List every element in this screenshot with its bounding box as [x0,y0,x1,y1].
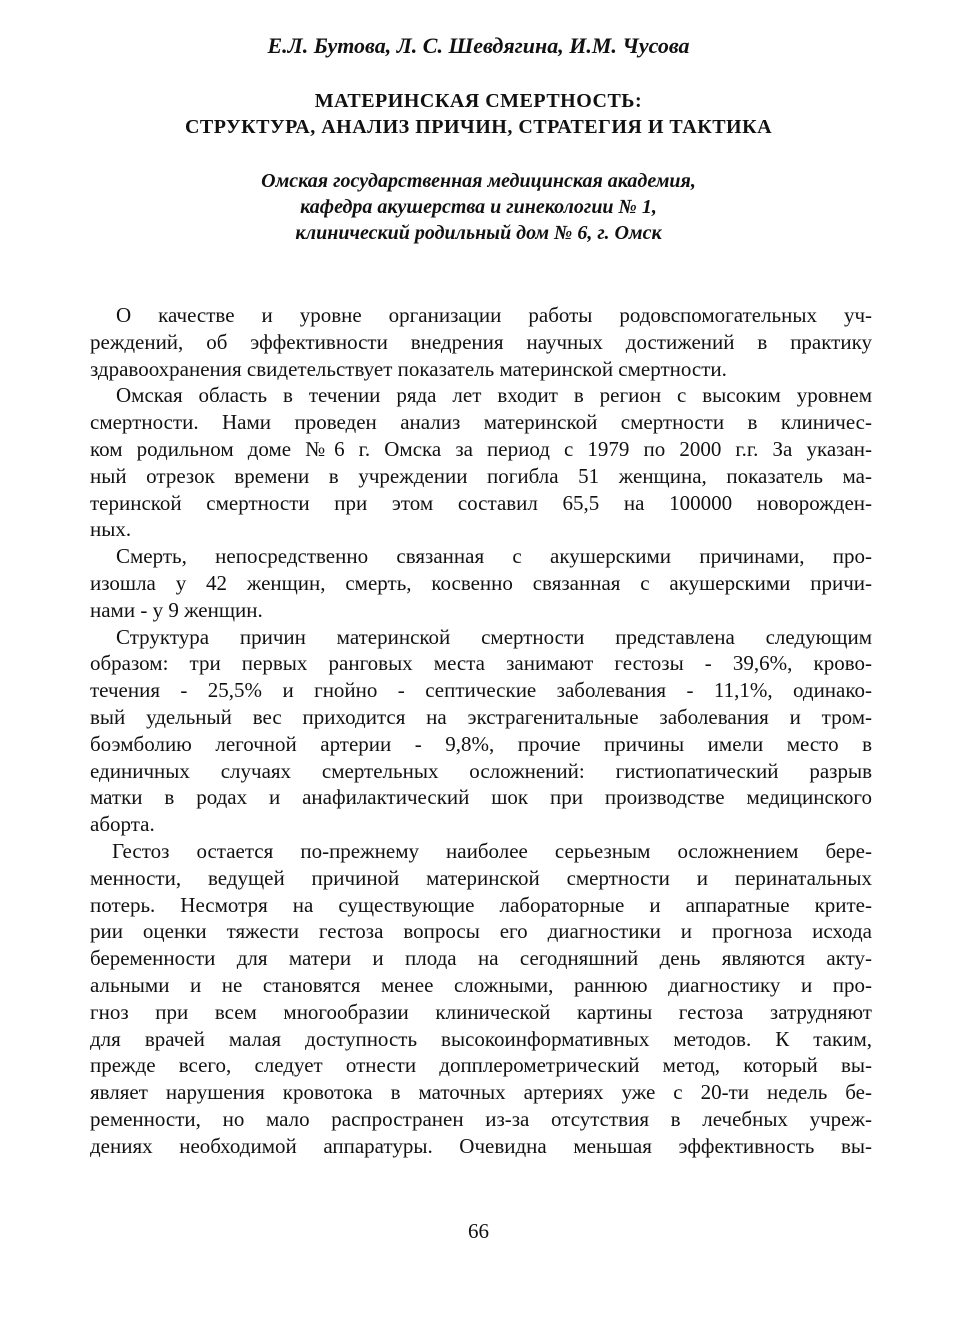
text-line: Смерть, непосредственно связанная с акушерскими причинами, про- [116,544,872,569]
page-number: 66 [468,1219,489,1243]
text-line: для врачей малая доступность высокоинформативных методов. К таким, [90,1026,872,1051]
text-line: Гестоз остается по-прежнему наиболее серьезным осложнением бере- [112,838,872,863]
text-line: здравоохранения свидетельствует показатель материнской смертности. [90,356,727,381]
text-line: ный отрезок времени в учреждении погибла 51 женщина, показатель ма- [90,463,872,488]
text-line: ременности, но мало распространен из-за отсутствия в лечебных учреж- [90,1106,872,1131]
text-line: теринской смертности при этом составил 65,5 на 100000 новорожден- [90,490,872,515]
affiliation [0,168,957,246]
authors-line: Е.Л. Бутова, Л. С. Шевдягина, И.М. Чусова [267,33,690,58]
text-line: прежде всего, следует отнести допплерометрический метод, который вы- [90,1053,872,1078]
text-line: О качестве и уровне организации работы родовспомогательных уч- [116,303,872,327]
text-line: боэмболию легочной артерии - 9,8%, прочие причины имели место в [90,731,872,756]
article-body [90,302,872,1160]
title-line-1: МАТЕРИНСКАЯ СМЕРТНОСТЬ: [314,90,643,112]
text-line: аборта. [90,812,155,837]
text-line: потерь. Несмотря на существующие лабораторные и аппаратные крите- [90,892,872,917]
text-line: дениях необходимой аппаратуры. Очевидна меньшая эффективность вы- [90,1133,872,1158]
paragraph [90,543,872,623]
text-line: ком родильном доме №6 г. Омска за период с 1979 по 2000 г.г. За указан- [90,436,872,461]
affiliation-line-2: кафедра акушерства и гинекологии № 1, [300,196,657,218]
text-line: образом: три первых ранговых места занимают гестозы - 39,6%, крово- [90,651,872,676]
text-line: Омская область в течении ряда лет входит в регион с высоким уровнем [116,383,872,408]
text-line: менности, ведущей причиной материнской смертности и перинатальных [90,865,872,890]
text-line: Структура причин материнской смертности представлена следующим [116,624,872,649]
title-line-2: СТРУКТУРА, АНАЛИЗ ПРИЧИН, СТРАТЕГИЯ И ТАКТИКА [184,116,773,138]
text-line: ных. [90,517,132,542]
text-line: смертности. Нами проведен анализ материнской смертности в клиничес- [90,410,872,435]
text-line: изошла у 42 женщин, смерть, косвенно связанная с акушерскими причи- [90,570,872,595]
text-line: единичных случаях смертельных осложнений: гистиопатический разрыв [90,758,872,783]
text-line: беременности для матери и плода на сегодняшний день являются акту- [90,946,872,971]
article-title [0,88,957,140]
paragraph [90,382,872,543]
paragraph [90,302,872,382]
text-line: рии оценки тяжести гестоза вопросы его диагностики и прогноза исхода [90,919,872,944]
affiliation-line-1: Омская государственная медицинская академия, [261,170,696,192]
text-line: являет нарушения кровотока в маточных артериях уже с 20-ти недель бе- [90,1080,872,1105]
paragraph [90,624,872,838]
affiliation-line-3: клинический родильный дом № 6, г. Омск [295,222,662,244]
text-line: реждений, об эффективности внедрения научных достижений в практику [90,329,872,354]
text-line: матки в родах и анафилактический шок при производстве медицинского [90,785,872,810]
text-line: вый удельный вес приходится на экстрагенитальные заболевания и тром- [90,704,872,729]
text-line: нами - у 9 женщин. [90,597,263,622]
text-line: альными и не становятся менее сложными, раннюю диагностику и про- [90,972,872,997]
text-line: течения - 25,5% и гнойно - септические заболевания - 11,1%, одинако- [90,678,872,703]
paragraph [90,838,872,1160]
text-line: гноз при всем многообразии клинической картины гестоза затрудняют [90,999,872,1024]
